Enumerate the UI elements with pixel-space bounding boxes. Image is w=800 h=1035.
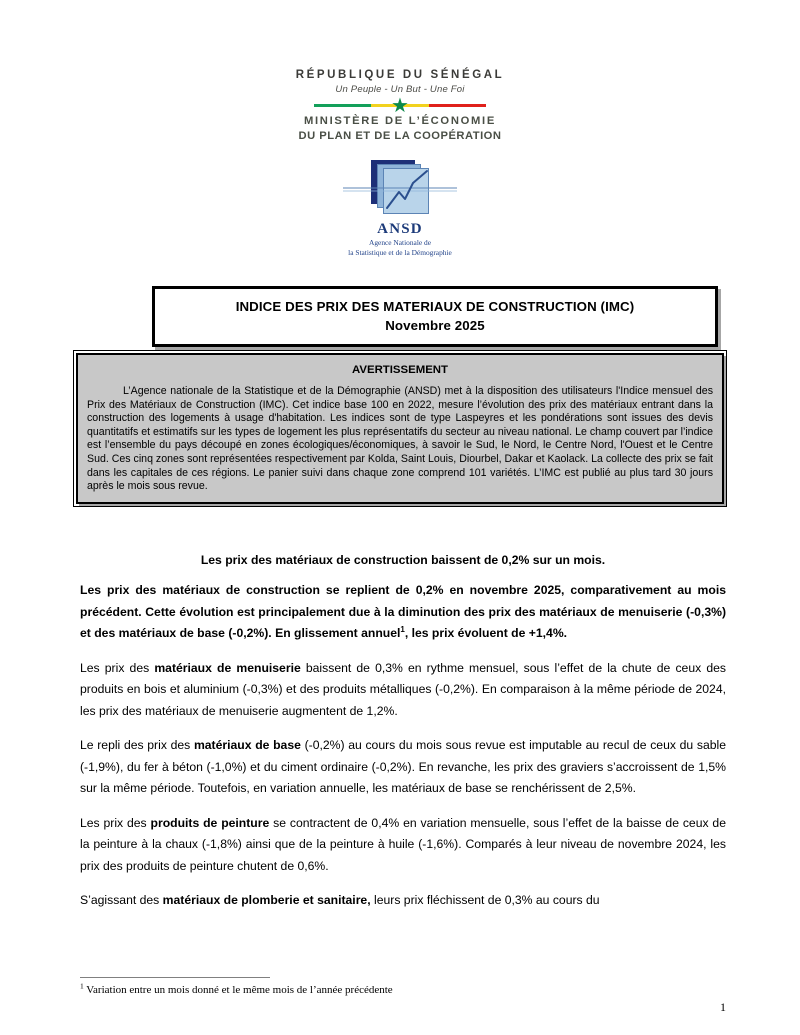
- star-icon: ★: [391, 95, 409, 117]
- paragraph-peinture: [80, 813, 726, 878]
- paragraph-text: Les prix des: [80, 815, 151, 830]
- page-subtitle-date: Novembre 2025: [385, 318, 485, 333]
- warning-text: L’Agence nationale de la Statistique et de la Démographie (ANSD) met à la disposition des utilisateurs l'Indice mensuel des Prix des Matériaux de Construction (IMC). Cet indice base 100 en 2022, mesure l’évolution des prix des matériaux entrant dans la construction des logements à usage d'habitation. Les indices sont de type Laspeyres et les pondérations sont issues des devis quantitatifs et estimatifs sur les types de logement les plus représentatifs du secteur au niveau national. Le champ couvert par l’indice est l’ensemble du pays découpé en zones écologiques/économiques, à savoir le Sud, le Nord, le Centre Nord, l'Ouest et le Centre Sud. Ces cinq zones sont représentées respectivement par Kolda, Saint Louis, Diourbel, Dakar et Kaolack. La collecte des prix se fait dans les capitales de ces régions. Le panier suivi dans chaque zone comprend 101 variétés. L’IMC est publié au plus tard 30 jours après le mois sous revue.: [87, 385, 713, 493]
- paragraph-summary: [80, 580, 726, 645]
- paragraph-text: leurs prix fléchissent de 0,3% au cours du: [370, 893, 600, 907]
- document-title-box: [152, 286, 718, 347]
- footnote-marker: 1: [80, 981, 84, 991]
- emphasized-term: matériaux de plomberie et sanitaire,: [162, 893, 371, 907]
- flag-stripe-red: [429, 104, 486, 107]
- paragraph-text: (-0,2%) au cours du mois sous revue est imputable au recul de ceux du sable (-1,9%), du fer à béton (-1,0%) et du ciment ordinaire (-0,2%). En revanche, les prix des graviers s’accroissent de 1,5% sur la même période. Toutefois, en variation annuelle, les matériaux de base se renchérissent de 2,5%.: [80, 738, 726, 795]
- footnote-ref: 1: [400, 624, 405, 634]
- republic-title: RÉPUBLIQUE DU SÉNÉGAL: [295, 69, 505, 81]
- national-motto: Un Peuple - Un But - Une Foi: [335, 84, 465, 95]
- ansd-subtitle-line-2: la Statistique et de la Démographie: [348, 247, 452, 257]
- article-body: [80, 552, 726, 925]
- paragraph-text: , les prix évoluent de +1,4%.: [404, 626, 568, 640]
- lead-statement: Les prix des matériaux de construction baissent de 0,2% sur un mois.: [200, 553, 606, 567]
- page-title: INDICE DES PRIX DES MATERIAUX DE CONSTRUCTION (IMC): [235, 299, 635, 314]
- paragraph-text: se contractent de 0,4% en variation mensuelle, sous l’effet de la baisse de ceux de la peinture à la chaux (-1,8%) ainsi que de la peinture à huile (-1,6%). Comparés à leur niveau de novembre 2024, les prix des produits de peinture chutent de 0,6%.: [80, 815, 726, 873]
- paragraph-plomberie: [80, 890, 726, 912]
- ministry-line-1: MINISTÈRE DE L’ÉCONOMIE: [303, 115, 496, 127]
- paragraph-list: [80, 580, 726, 912]
- paragraph-text: Les prix des: [80, 660, 155, 675]
- national-header: [0, 68, 800, 144]
- ansd-acronym: ANSD: [377, 221, 423, 237]
- emphasized-term: matériaux de menuiserie: [154, 660, 301, 675]
- logo-chart-line-icon: [325, 158, 475, 220]
- paragraph-base: [80, 735, 726, 800]
- ansd-logo: [0, 158, 800, 257]
- paragraph-text: S’agissant des: [80, 893, 163, 907]
- flag-stripe-green: [314, 104, 371, 107]
- ansd-logo-mark: [325, 158, 475, 220]
- paragraph-text: Le repli des prix des: [80, 738, 194, 752]
- footnote-text: Variation entre un mois donné et le même mois de l’année précédente: [83, 984, 393, 996]
- warning-box: [76, 353, 724, 504]
- ministry-line-2: DU PLAN ET DE LA COOPÉRATION: [298, 130, 502, 142]
- paragraph-text: baissent de 0,3% en rythme mensuel, sous l’effet de la chute de ceux des produits en bois et aluminium (-0,3%) et des produits métalliques (-0,2%). En comparaison à la même période de 2024, les prix des matériaux de menuiserie augmentent de 1,2%.: [80, 660, 726, 718]
- page-number: 1: [720, 1000, 726, 1014]
- footnote: [80, 983, 680, 997]
- paragraph-text: Les prix des matériaux de construction se replient de 0,2% en novembre 2025, comparativement au mois précédent. Cette évolution est principalement due à la diminution des prix des matériaux de menuiserie (-0,3%) et des matériaux de base (-0,2%). En glissement annuel: [80, 583, 726, 640]
- emphasized-term: produits de peinture: [150, 815, 270, 830]
- ansd-subtitle-line-1: Agence Nationale de: [369, 238, 431, 247]
- emphasized-term: matériaux de base: [193, 738, 301, 752]
- footnote-separator: [80, 977, 270, 978]
- paragraph-menuiserie: [80, 658, 726, 723]
- warning-heading: AVERTISSEMENT: [352, 364, 448, 376]
- senegal-flag-bar: [314, 95, 486, 117]
